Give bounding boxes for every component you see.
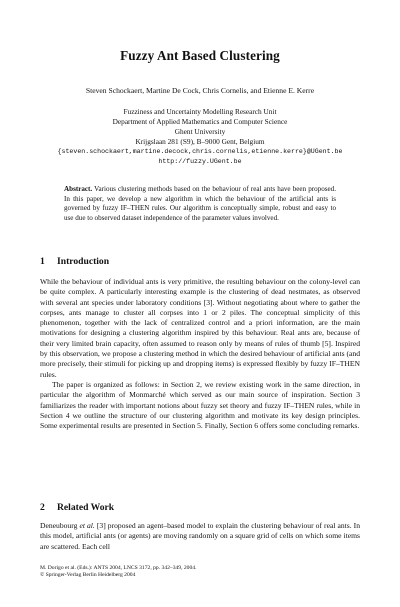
paper-authors: Steven Schockaert, Martine De Cock, Chris Cornelis, and Etienne E. Kerre xyxy=(85,86,315,95)
abstract-text: Various clustering methods based on the behaviour of real ants have been proposed. In this paper, we develop a new algorithm in which the behaviour of the artificial ants is governed by fuzzy IF–THEN rules. Our algorithm is conceptually simple, robust and easy to use due to observed dataset independence of the parameter values involved. xyxy=(64,185,336,222)
section-heading-introduction xyxy=(40,256,109,267)
affiliation-unit: Fuzziness and Uncertainty Modelling Research Unit xyxy=(123,107,277,116)
paragraph xyxy=(40,521,360,552)
paper-title: Fuzzy Ant Based Clustering xyxy=(120,48,280,63)
footer-citation xyxy=(40,565,360,580)
section-heading-related-work xyxy=(40,502,114,513)
affiliation-url: http://fuzzy.UGent.be xyxy=(158,158,242,166)
section-number: 1 xyxy=(40,256,45,267)
paragraph: While the behaviour of individual ants is very primitive, the resulting behaviour on the colony-level can be quite complex. A particularly interesting example is the clustering of dead nestmates, as observed with several ant species under laboratory conditions [3]. Without negotiating about where to gather the corpses, ants manage to cluster all corpses into 1 or 2 piles. The conceptual simplicity of this phenomenon, together with the lack of centralized control and a priori information, are the main motivations for designing a clustering algorithm inspired by this behaviour. Real ants are, because of their very limited brain capacity, often assumed to reason only by means of rules of thumb [5]. Inspired by this observation, we propose a clustering method in which the desired behaviour of artificial ants (and more precisely, their stimuli for picking up and dropping items) is expressed flexibly by fuzzy IF–THEN rules. xyxy=(40,277,360,379)
abstract-label: Abstract. xyxy=(64,185,93,193)
cited-author: Deneubourg xyxy=(40,521,78,530)
affiliation-email: {steven.schockaert,martine.decock,chris.cornelis,etienne.kerre}@UGent.be xyxy=(57,148,343,156)
section-number: 2 xyxy=(40,502,45,513)
abstract xyxy=(64,185,336,223)
affiliation-address: Krijgslaan 281 (S9), B–9000 Gent, Belgium xyxy=(135,137,265,147)
affiliation-university: Ghent University xyxy=(174,127,226,137)
affiliation-block xyxy=(30,107,370,168)
footer-copyright: © Springer-Verlag Berlin Heidelberg 2004 xyxy=(40,572,136,579)
section-title: Related Work xyxy=(57,502,115,513)
related-work-body xyxy=(40,521,360,552)
section-title: Introduction xyxy=(57,256,110,267)
paragraph: The paper is organized as follows: in Section 2, we review existing work in the same direction, in particular the algorithm of Monmarché which served as our main source of inspiration. Section 3 familiarizes the reader with important notions about fuzzy set theory and fuzzy IF–THEN rules, while in Section 4 we outline the structure of our clustering algorithm and motivate its key design principles. Some experimental results are presented in Section 5. Finally, Section 6 offers some concluding remarks. xyxy=(40,379,360,431)
et-al: et al. xyxy=(79,521,95,530)
affiliation-department: Department of Applied Mathematics and Computer Science xyxy=(112,117,288,127)
introduction-body xyxy=(40,277,360,431)
footer-proceedings: M. Dorigo et al. (Eds.): ANTS 2004, LNCS 3172, pp. 342–349, 2004. xyxy=(40,565,197,571)
paragraph-text: [3] proposed an agent–based model to explain the clustering behaviour of real ants. In this model, artificial ants (or agents) are moving randomly on a square grid of cells on which some items are scattered. Each cell xyxy=(40,521,360,551)
